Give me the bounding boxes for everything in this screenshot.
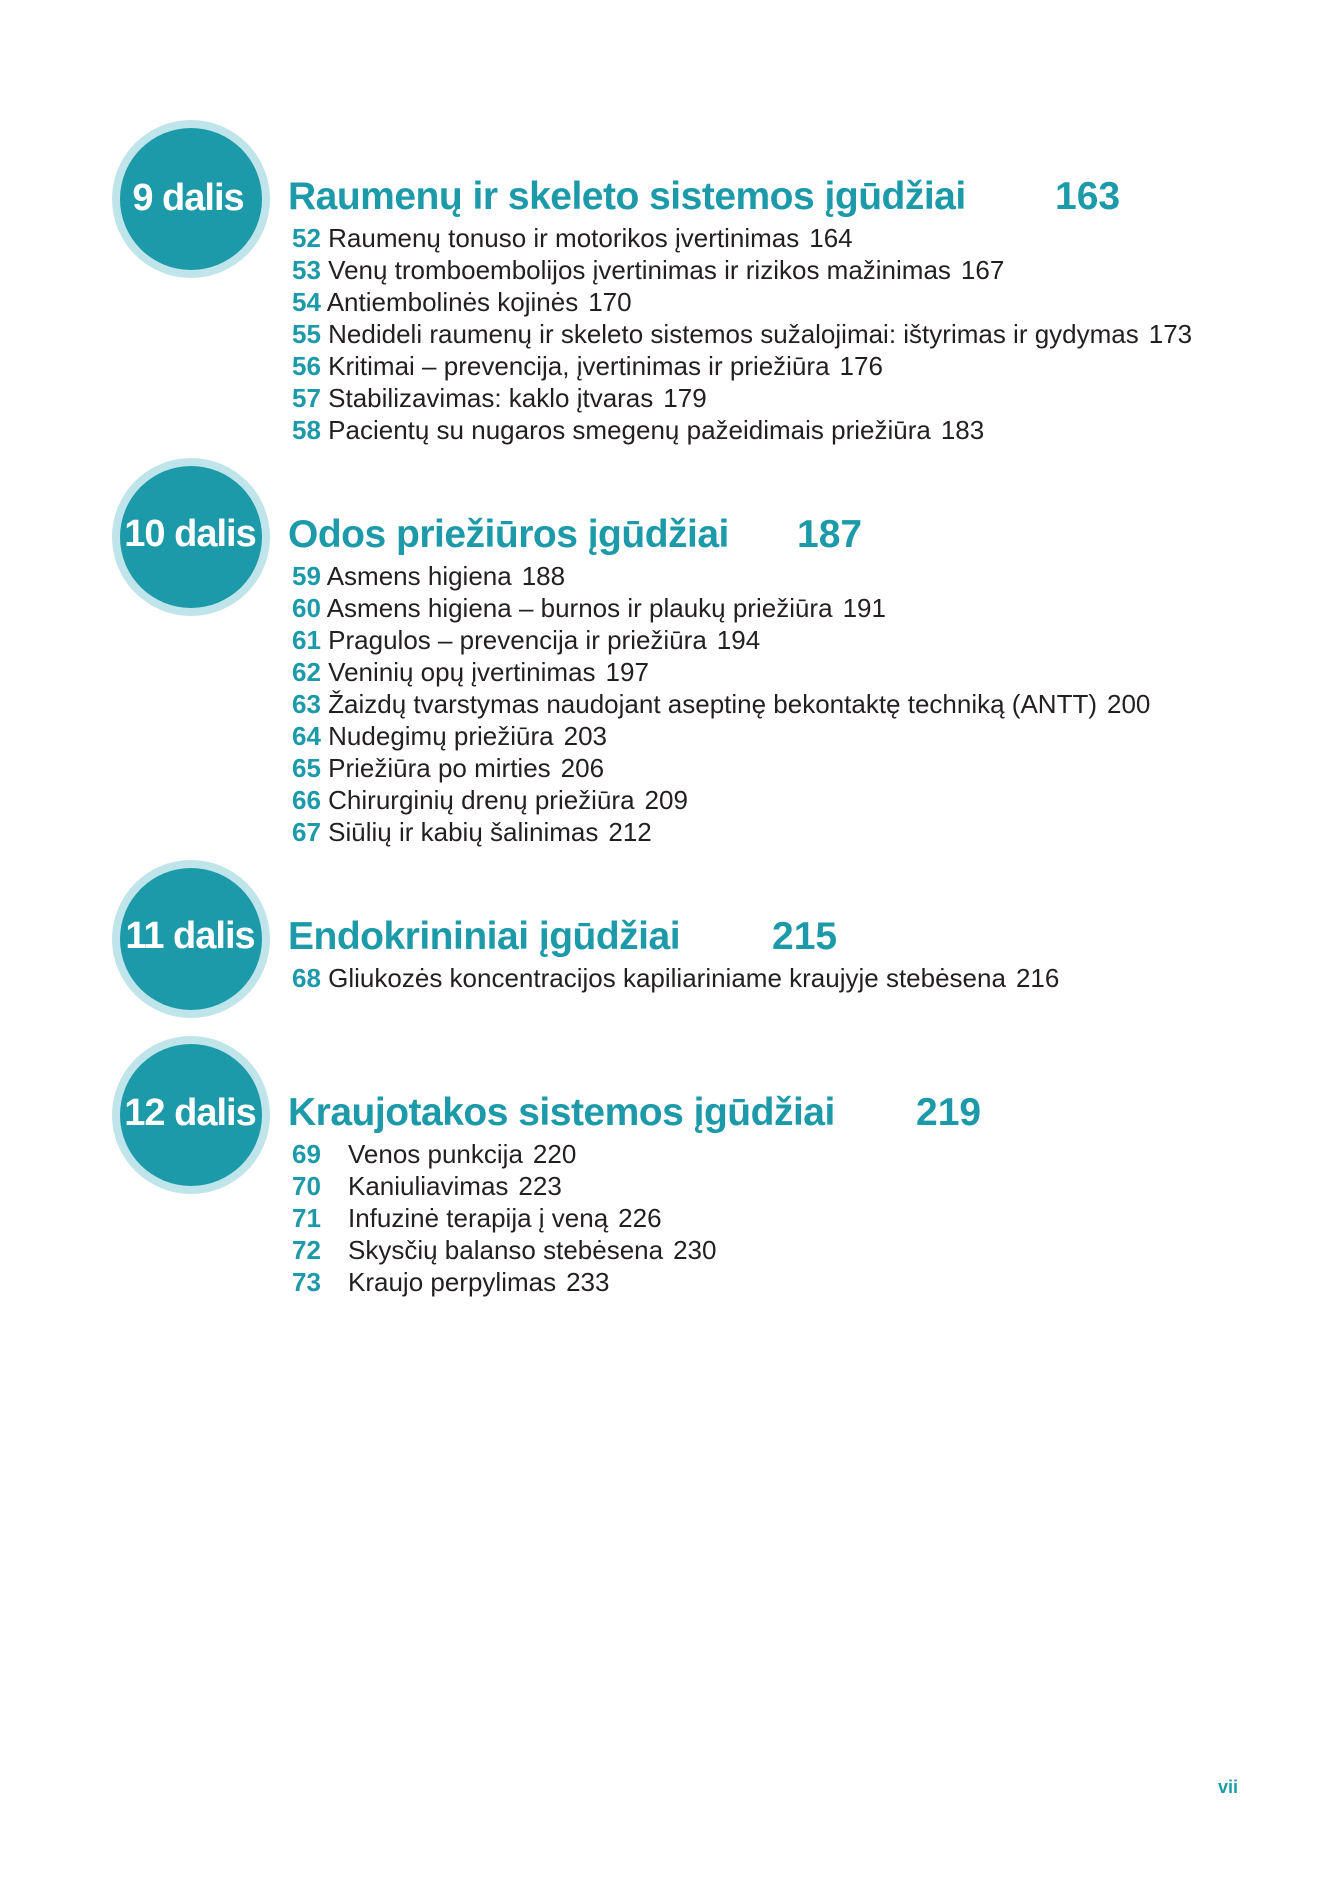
- chapter-title: Raumenų tonuso ir motorikos įvertinimas: [328, 223, 800, 253]
- chapter-item: [292, 656, 1150, 688]
- chapter-item: [292, 688, 1150, 720]
- chapter-page: 164: [809, 223, 853, 253]
- chapter-title: Nudegimų priežiūra: [328, 721, 554, 751]
- part-11-title: Endokrininiai įgūdžiai: [288, 915, 681, 958]
- part-10-label: 10 dalis: [124, 513, 256, 555]
- chapter-title: Priežiūra po mirties: [328, 753, 551, 783]
- chapter-page: 216: [1015, 963, 1060, 993]
- part-11-page: 215: [772, 915, 838, 958]
- part-12-title: Kraujotakos sistemos įgūdžiai: [288, 1091, 835, 1134]
- chapter-page: 200: [1106, 689, 1151, 719]
- part-9-chapter-list: [292, 222, 1192, 446]
- chapter-title: Stabilizavimas: kaklo įtvaras: [328, 383, 654, 413]
- chapter-page: 212: [608, 817, 652, 847]
- chapter-page: 220: [532, 1139, 577, 1169]
- part-10-title: Odos priežiūros įgūdžiai: [288, 513, 729, 556]
- chapter-page: 167: [960, 255, 1005, 285]
- chapter-title: Siūlių ir kabių šalinimas: [328, 817, 599, 847]
- chapter-title: Veninių opų įvertinimas: [328, 657, 596, 687]
- chapter-number: 65: [292, 753, 321, 783]
- chapter-item: [292, 592, 1150, 624]
- page-number: vii: [1218, 1777, 1239, 1797]
- chapter-number: 61: [292, 625, 321, 655]
- chapter-item: [292, 752, 1150, 784]
- chapter-page: 223: [518, 1171, 562, 1201]
- chapter-title: Infuzinė terapija į veną: [348, 1203, 609, 1233]
- chapter-number: 60: [292, 593, 321, 623]
- chapter-item: [292, 254, 1192, 286]
- chapter-title: Pragulos – prevencija ir priežiūra: [328, 625, 707, 655]
- chapter-page: 188: [521, 561, 566, 591]
- chapter-number: 57: [292, 383, 321, 413]
- chapter-page: 206: [560, 753, 605, 783]
- part-12-chapter-list: [292, 1138, 716, 1298]
- chapter-title: Skysčių balanso stebėsena: [348, 1235, 664, 1265]
- chapter-number: 55: [292, 319, 321, 349]
- part-9-title: Raumenų ir skeleto sistemos įgūdžiai: [288, 175, 966, 218]
- part-10-page: 187: [797, 513, 863, 556]
- chapter-item: [292, 286, 1192, 318]
- chapter-number: 52: [292, 223, 321, 253]
- part-10-chapter-list: [292, 560, 1150, 848]
- chapter-number: 67: [292, 817, 321, 847]
- chapter-title: Pacientų su nugaros smegenų pažeidimais priežiūra: [328, 415, 931, 445]
- chapter-number: 58: [292, 415, 321, 445]
- chapter-title: Nedideli raumenų ir skeleto sistemos sužalojimai: ištyrimas ir gydymas: [328, 319, 1139, 349]
- chapter-number: 56: [292, 351, 321, 381]
- chapter-number: 66: [292, 785, 321, 815]
- chapter-number: 73: [292, 1267, 321, 1297]
- chapter-number: 71: [292, 1203, 321, 1233]
- chapter-number: 62: [292, 657, 321, 687]
- chapter-title: Asmens higiena – burnos ir plaukų priežiūra: [326, 593, 833, 623]
- chapter-item: [292, 222, 1192, 254]
- chapter-title: Venų tromboembolijos įvertinimas ir rizikos mažinimas: [328, 255, 951, 285]
- chapter-item: [292, 318, 1192, 350]
- chapter-number: 64: [292, 721, 321, 751]
- chapter-title: Antiembolinės kojinės: [326, 287, 579, 317]
- chapter-item: [292, 1234, 716, 1266]
- part-11-label: 11 dalis: [125, 915, 255, 957]
- part-12-page: 219: [916, 1091, 982, 1134]
- chapter-page: 209: [644, 785, 688, 815]
- chapter-item: [292, 1202, 716, 1234]
- chapter-item: [292, 1170, 716, 1202]
- chapter-page: 176: [839, 351, 883, 381]
- chapter-number: 72: [292, 1235, 321, 1265]
- chapter-item: [292, 784, 1150, 816]
- part-9-label: 9 dalis: [132, 177, 244, 219]
- part-9-page: 163: [1055, 175, 1121, 218]
- chapter-item: [292, 350, 1192, 382]
- chapter-title: Kaniuliavimas: [348, 1171, 509, 1201]
- chapter-title: Asmens higiena: [326, 561, 512, 591]
- chapter-page: 173: [1148, 319, 1193, 349]
- chapter-title: Gliukozės koncentracijos kapiliariniame kraujyje stebėsena: [328, 963, 1006, 993]
- chapter-page: 179: [663, 383, 707, 413]
- chapter-page: 183: [940, 415, 985, 445]
- chapter-title: Kraujo perpylimas: [348, 1267, 557, 1297]
- part-12-label: 12 dalis: [124, 1092, 256, 1134]
- chapter-number: 69: [292, 1139, 321, 1169]
- chapter-title: Chirurginių drenų priežiūra: [328, 785, 635, 815]
- chapter-page: 226: [618, 1203, 662, 1233]
- chapter-item: [292, 1266, 716, 1298]
- chapter-number: 63: [292, 689, 321, 719]
- chapter-title: Žaizdų tvarstymas naudojant aseptinę bekontaktę techniką (ANTT): [328, 689, 1097, 719]
- chapter-page: 194: [716, 625, 761, 655]
- chapter-item: [292, 962, 1059, 994]
- chapter-number: 68: [292, 963, 321, 993]
- chapter-page: 203: [563, 721, 607, 751]
- chapter-number: 70: [292, 1171, 321, 1201]
- chapter-title: Venos punkcija: [348, 1139, 523, 1169]
- chapter-item: [292, 560, 1150, 592]
- chapter-page: 191: [842, 593, 886, 623]
- chapter-item: [292, 624, 1150, 656]
- chapter-page: 233: [566, 1267, 610, 1297]
- chapter-number: 54: [292, 287, 321, 317]
- chapter-title: Kritimai – prevencija, įvertinimas ir priežiūra: [328, 351, 830, 381]
- chapter-item: [292, 414, 1192, 446]
- chapter-item: [292, 1138, 716, 1170]
- chapter-page: 170: [588, 287, 632, 317]
- chapter-number: 53: [292, 255, 321, 285]
- chapter-item: [292, 382, 1192, 414]
- chapter-item: [292, 720, 1150, 752]
- chapter-page: 230: [673, 1235, 717, 1265]
- part-11-chapter-list: [292, 962, 1059, 994]
- chapter-page: 197: [605, 657, 649, 687]
- chapter-item: [292, 816, 1150, 848]
- chapter-number: 59: [292, 561, 321, 591]
